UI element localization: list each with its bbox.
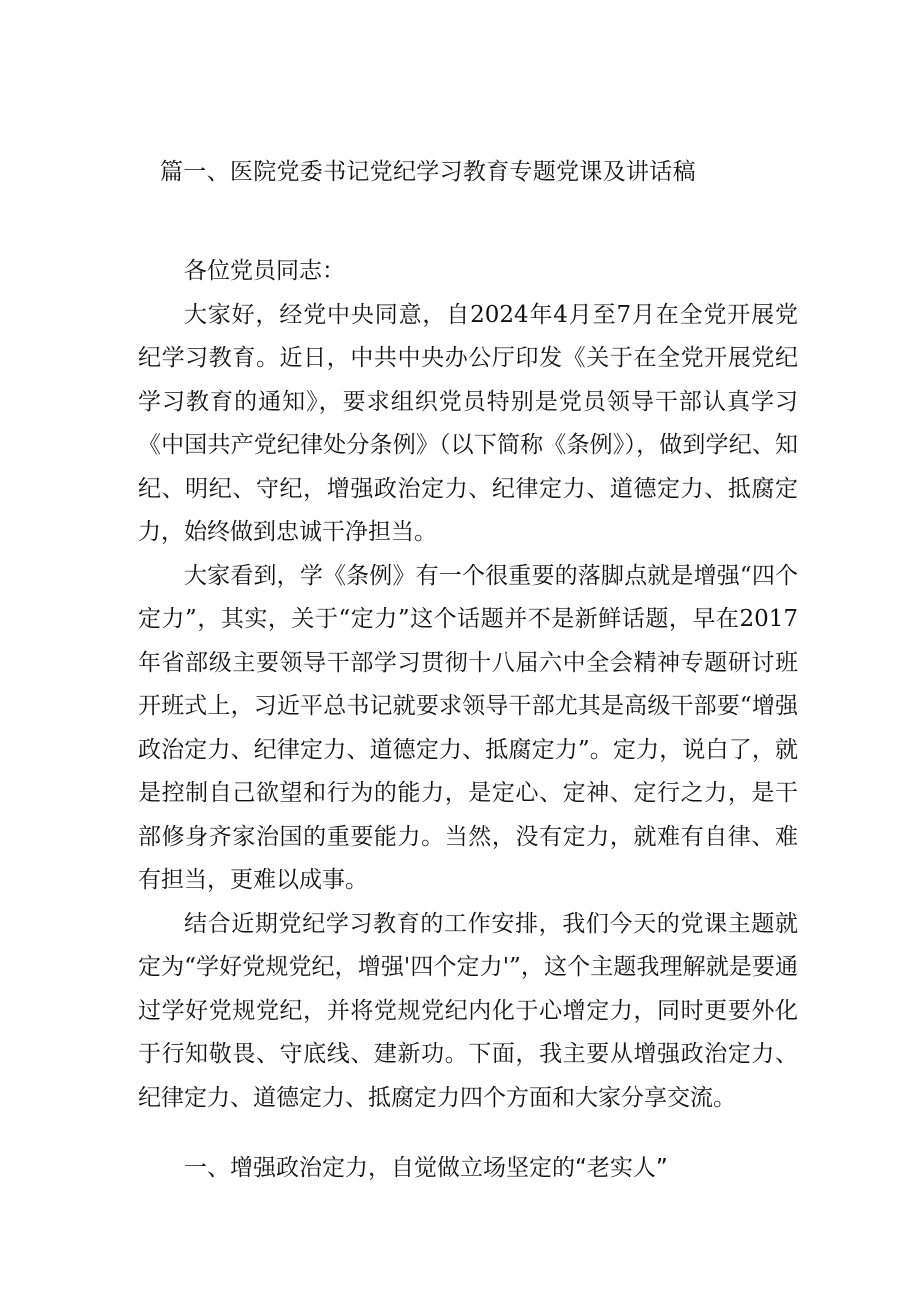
document-title: 篇一、医院党委书记党纪学习教育专题党课及讲话稿 [160, 159, 696, 185]
body-paragraph: 结合近期党纪学习教育的工作安排，我们今天的党课主题就定为“学好党规党纪，增强'四个定力'”，这个主题我理解就是要通过学好党规党纪，并将党规党纪内化于心增定力，同时更要外化于行知敬畏、守底线、建新功。下面，我主要从增强政治定力、纪律定力、道德定力、抵腐定力四个方面和大家分享交流。 [138, 910, 798, 1111]
document-body [138, 250, 798, 1120]
body-paragraph: 大家看到，学《条例》有一个很重要的落脚点就是增强“四个定力”，其实，关于“定力”这个话题并不是新鲜话题，早在2017年省部级主要领导干部学习贯彻十八届六中全会精神专题研讨班开班式上，习近平总书记就要求领导干部尤其是高级干部要“增强政治定力、纪律定力、道德定力、抵腐定力”。定力，说白了，就是控制自己欲望和行为的能力，是定心、定神、定行之力，是干部修身齐家治国的重要能力。当然，没有定力，就难有自律、难有担当，更难以成事。 [138, 562, 798, 893]
body-paragraph: 大家好，经党中央同意，自2024年4月至7月在全党开展党纪学习教育。近日，中共中央办公厅印发《关于在全党开展党纪学习教育的通知》，要求组织党员特别是党员领导干部认真学习《中国共产党纪律处分条例》（以下简称《条例》），做到学纪、知纪、明纪、守纪，增强政治定力、纪律定力、道德定力、抵腐定力，始终做到忠诚干净担当。 [138, 301, 798, 545]
section-heading: 一、增强政治定力，自觉做立场坚定的“老实人” [184, 1155, 668, 1181]
greeting-line: 各位党员同志： [184, 258, 345, 284]
